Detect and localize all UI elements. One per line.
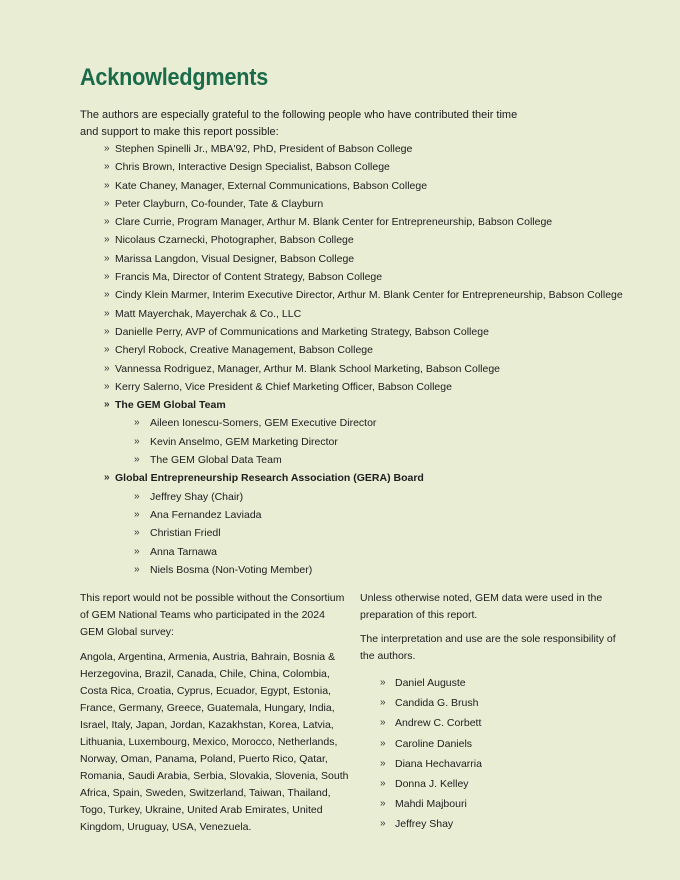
bullet-icon: » xyxy=(104,234,110,246)
list-item xyxy=(80,378,640,396)
authors-column xyxy=(360,590,620,835)
bullet-icon: » xyxy=(104,307,110,319)
bullet-icon: » xyxy=(104,325,110,337)
list-item xyxy=(80,268,640,286)
bullet-icon: » xyxy=(380,757,386,769)
bullet-icon: » xyxy=(104,472,110,484)
contributor-name: Matt Mayerchak, Mayerchak & Co., LLC xyxy=(115,307,302,320)
author-name: Diana Hechavarria xyxy=(395,757,482,770)
member-name: Anna Tarnawa xyxy=(150,545,217,558)
bullet-icon: » xyxy=(134,435,140,447)
contributor-name: Marissa Langdon, Visual Designer, Babson College xyxy=(115,252,355,265)
list-item xyxy=(360,734,620,754)
gem-team-sublist-wrapper xyxy=(80,414,640,469)
list-item xyxy=(80,506,640,524)
contributor-name: Kerry Salerno, Vice President & Chief Marketing Officer, Babson College xyxy=(115,380,452,393)
gem-team-heading: The GEM Global Team xyxy=(115,399,226,412)
bullet-icon: » xyxy=(104,271,110,283)
bullet-icon: » xyxy=(104,399,110,411)
author-name: Jeffrey Shay xyxy=(395,818,454,831)
contributor-name: Vannessa Rodriguez, Manager, Arthur M. Blank School Marketing, Babson College xyxy=(115,362,501,375)
list-item xyxy=(80,543,640,561)
list-item xyxy=(80,195,640,213)
bullet-icon: » xyxy=(104,252,110,264)
contributor-name: Clare Currie, Program Manager, Arthur M. Blank Center for Entrepreneurship, Babson College xyxy=(115,216,553,229)
list-item xyxy=(360,754,620,774)
list-item xyxy=(360,713,620,733)
page-title: Acknowledgments xyxy=(80,64,269,91)
member-name: Christian Friedl xyxy=(150,527,221,540)
author-name: Caroline Daniels xyxy=(395,737,473,750)
list-item xyxy=(80,305,640,323)
bullet-icon: » xyxy=(104,197,110,209)
contributor-name: Peter Clayburn, Co-founder, Tate & Clayburn xyxy=(115,197,324,210)
author-name: Daniel Auguste xyxy=(395,677,466,689)
consortium-column xyxy=(80,590,350,836)
member-name: Aileen Ionescu-Somers, GEM Executive Director xyxy=(150,417,377,430)
bullet-icon: » xyxy=(104,362,110,374)
list-item xyxy=(360,774,620,794)
author-name: Mahdi Majbouri xyxy=(395,798,467,811)
member-name: Niels Bosma (Non-Voting Member) xyxy=(150,563,313,576)
bullet-icon: » xyxy=(104,143,110,154)
consortium-paragraph: This report would not be possible without the Consortium of GEM National Teams who participated in the 2024 GEM Global survey: xyxy=(80,592,345,638)
member-name: Jeffrey Shay (Chair) xyxy=(150,490,244,503)
contributor-name: Cindy Klein Marmer, Interim Executive Director, Arthur M. Blank Center for Entrepreneurship, Babson College xyxy=(115,289,623,302)
gem-team-members xyxy=(80,414,640,469)
bullet-icon: » xyxy=(134,417,140,429)
list-item xyxy=(80,158,640,176)
list-item xyxy=(360,693,620,713)
list-item xyxy=(360,673,620,693)
gera-board-group xyxy=(80,469,640,487)
list-item xyxy=(80,231,640,249)
bullet-icon: » xyxy=(134,563,140,575)
bullet-icon: » xyxy=(380,697,386,709)
list-item xyxy=(360,814,620,834)
list-item xyxy=(80,561,640,579)
bullet-icon: » xyxy=(104,380,110,392)
list-item xyxy=(80,524,640,542)
list-item xyxy=(80,414,640,432)
contributor-name: Francis Ma, Director of Content Strategy, Babson College xyxy=(115,271,383,284)
list-item xyxy=(80,360,640,378)
bullet-icon: » xyxy=(134,545,140,557)
intro-paragraph: The authors are especially grateful to the following people who have contributed their time and support to make this report possible: xyxy=(80,109,518,138)
member-name: Kevin Anselmo, GEM Marketing Director xyxy=(150,435,338,448)
authors-list xyxy=(360,673,620,835)
bullet-icon: » xyxy=(134,490,140,502)
contributor-name: Kate Chaney, Manager, External Communications, Babson College xyxy=(115,179,428,192)
bullet-icon: » xyxy=(104,161,110,173)
list-item xyxy=(80,213,640,231)
author-name: Andrew C. Corbett xyxy=(395,717,482,730)
contributor-name: Chris Brown, Interactive Design Specialist, Babson College xyxy=(115,161,390,174)
countries-paragraph: Angola, Argentina, Armenia, Austria, Bahrain, Bosnia & Herzegovina, Brazil, Canada, Chile, China, Colombia, Costa Rica, Croatia, Cyprus, Ecuador, Egypt, Estonia, France, Germany, Greece, Guatemala, Hungary, India, Israel, Italy, Japan, Jordan, Kazakhstan, Korea, Latvia, Lithuania, Luxembourg, Mexico, Morocco, Netherlands, Norway, Oman, Panama, Poland, Puerto Rico, Qatar, Romania, Saudi Arabia, Serbia, Slovakia, Slovenia, South Africa, Spain, Sweden, Switzerland, Taiwan, Thailand, Togo, Turkey, Ukraine, United Arab Emirates, United Kingdom, Uruguay, USA, Venezuela. xyxy=(80,651,349,833)
list-item xyxy=(80,488,640,506)
list-item xyxy=(80,433,640,451)
bullet-icon: » xyxy=(134,527,140,539)
bullet-icon: » xyxy=(104,344,110,356)
gem-team-group xyxy=(80,396,640,414)
list-item xyxy=(80,286,640,304)
contributor-name: Stephen Spinelli Jr., MBA'92, PhD, President of Babson College xyxy=(115,143,413,155)
list-item xyxy=(80,341,640,359)
bullet-icon: » xyxy=(380,778,386,790)
bullet-icon: » xyxy=(104,289,110,301)
list-item xyxy=(80,177,640,195)
contributor-name: Danielle Perry, AVP of Communications and Marketing Strategy, Babson College xyxy=(115,325,489,338)
bullet-icon: » xyxy=(380,798,386,810)
responsibility-note: The interpretation and use are the sole responsibility of the authors. xyxy=(360,633,616,662)
bullet-icon: » xyxy=(104,179,110,191)
data-note: Unless otherwise noted, GEM data were used in the preparation of this report. xyxy=(360,592,603,621)
gera-board-heading: Global Entrepreneurship Research Association (GERA) Board xyxy=(115,472,424,485)
author-name: Donna J. Kelley xyxy=(395,778,469,791)
bullet-icon: » xyxy=(134,508,140,520)
bullet-icon: » xyxy=(380,737,386,749)
list-item xyxy=(360,794,620,814)
bullet-icon: » xyxy=(380,717,386,729)
list-item xyxy=(80,451,640,469)
bullet-icon: » xyxy=(380,677,386,688)
list-item xyxy=(80,250,640,268)
contributor-name: Cheryl Robock, Creative Management, Babson College xyxy=(115,344,373,357)
contributors-list xyxy=(80,140,640,579)
bullet-icon: » xyxy=(134,454,140,466)
bullet-icon: » xyxy=(380,818,386,830)
member-name: Ana Fernandez Laviada xyxy=(150,508,262,521)
gera-board-sublist-wrapper xyxy=(80,488,640,579)
list-item xyxy=(80,323,640,341)
author-name: Candida G. Brush xyxy=(395,697,479,710)
member-name: The GEM Global Data Team xyxy=(150,454,282,467)
contributor-name: Nicolaus Czarnecki, Photographer, Babson College xyxy=(115,234,354,247)
gera-board-members xyxy=(80,488,640,579)
bullet-icon: » xyxy=(104,216,110,228)
list-item xyxy=(80,140,640,158)
